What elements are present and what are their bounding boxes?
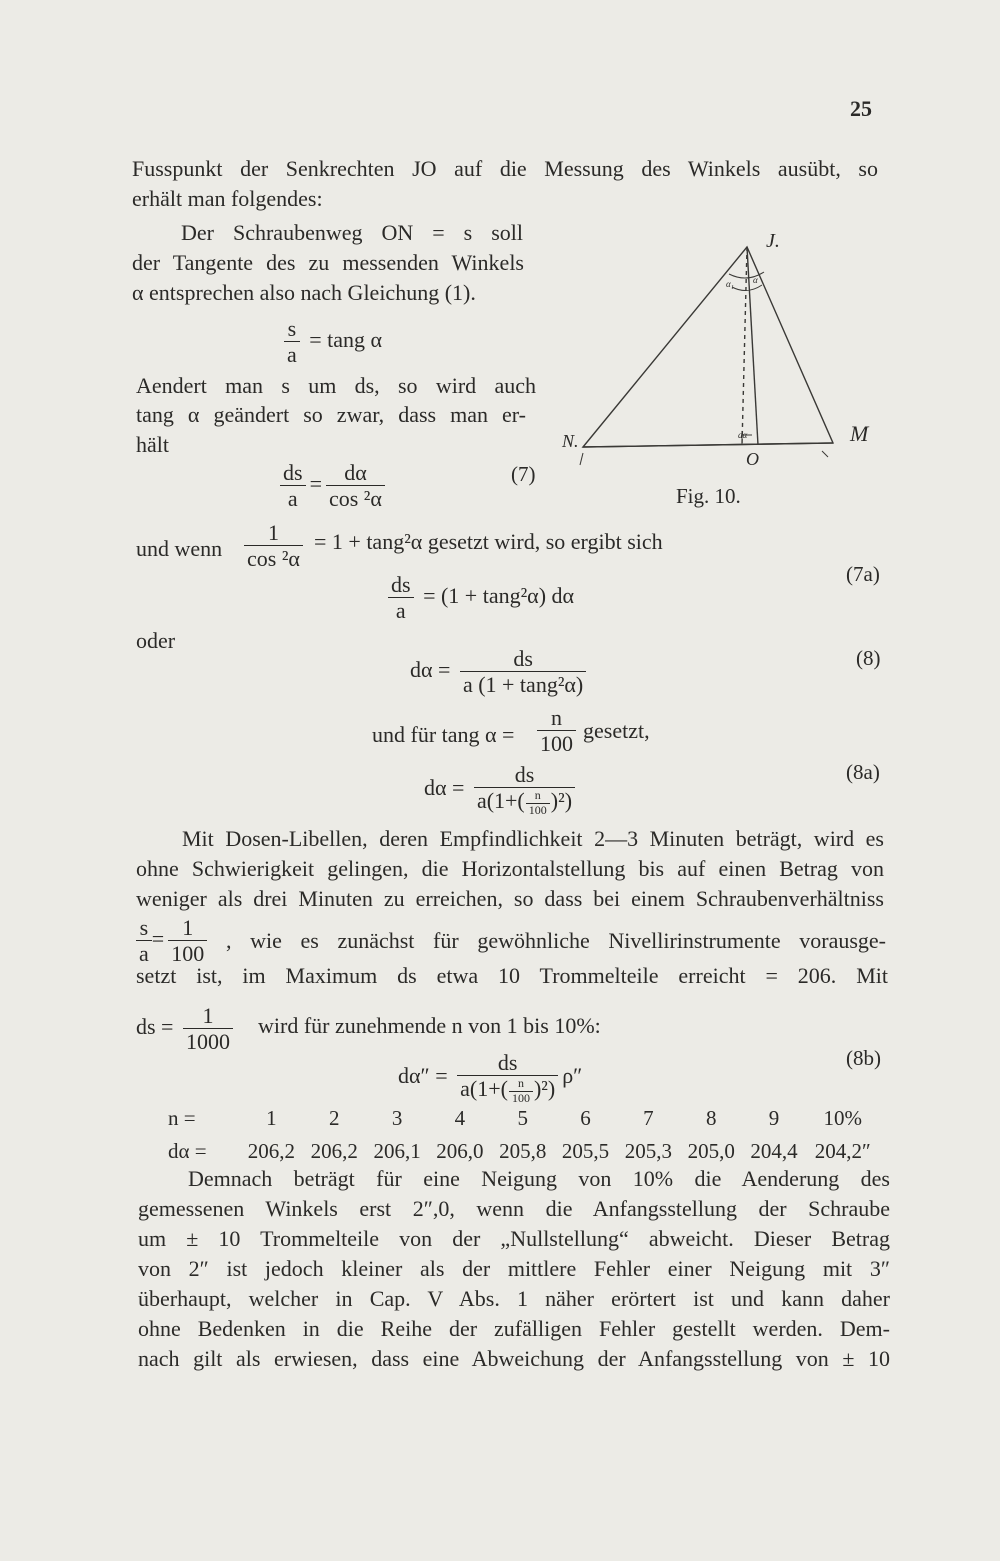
text-line: nach gilt als erwiesen, dass eine Abweichung der Anfangsstellung von ± 10 [138, 1346, 890, 1371]
table-cell: 6 [580, 1106, 591, 1130]
dashed-line [742, 247, 747, 445]
text-line: erhält man folgendes: [132, 186, 323, 211]
fraction-denominator: a [287, 486, 298, 512]
fraction-denominator: a [395, 598, 406, 624]
table-cell: 5 [517, 1106, 528, 1130]
fraction-numerator: ds [474, 762, 575, 788]
text-line: α entsprechen also nach Gleichung (1). [132, 280, 476, 305]
text-line: und wenn [136, 536, 223, 561]
inline-fraction [240, 520, 307, 572]
label-J: J. [766, 230, 780, 252]
tick-mark [580, 453, 583, 465]
table-cell: 204,2″ [814, 1139, 871, 1163]
denominator-part: )²) [533, 1076, 556, 1102]
equation-lhs: dα″ = [398, 1062, 448, 1088]
table-cell: 1 [266, 1106, 277, 1130]
fraction-numerator: n [509, 1077, 533, 1092]
inline-fraction [136, 915, 211, 967]
table-cell: 206,1 [373, 1139, 421, 1163]
row-label: n = [168, 1106, 196, 1130]
text-line: Mit Dosen-Libellen, deren Empfindlichkeit 2—3 Minuten beträgt, wird es [182, 826, 884, 851]
equation-7a [384, 572, 574, 624]
triangle-outline [583, 247, 833, 447]
fraction-denominator: a (1 + tang²α) [462, 672, 584, 698]
fraction-numerator: ds [460, 646, 586, 672]
text-line: der Tangente des zu messenden Winkels [132, 250, 524, 275]
text-line: überhaupt, welcher in Cap. V Abs. 1 näher erörtert ist und kann daher [138, 1286, 890, 1311]
fraction-numerator: s [136, 915, 152, 941]
tick-mark [822, 451, 828, 457]
text-line: weniger als drei Minuten zu erreichen, so dass bei einem Schraubenverhältniss [136, 886, 884, 911]
inline-fraction [533, 705, 580, 757]
fraction-denominator: 1000 [185, 1029, 230, 1055]
denominator-part: a(1+( [460, 1076, 508, 1102]
text-line: Der Schraubenweg ON = s soll [181, 220, 523, 245]
fraction-denominator: 100 [540, 731, 573, 757]
angle-arc [732, 285, 762, 291]
fraction-denominator: cos ²α [328, 486, 382, 512]
fraction-numerator: n [526, 789, 550, 804]
label-alpha-left: α₁ [726, 279, 734, 289]
fraction-numerator: 1 [168, 915, 207, 941]
fraction-numerator: ds [280, 460, 306, 486]
table-cell: 9 [768, 1106, 780, 1130]
equation-number: (8b) [846, 1046, 881, 1070]
text-line: = 1 + tang²α gesetzt wird, so ergibt sich [314, 529, 663, 554]
equals-sign: = [309, 470, 322, 496]
table-cell: 205,8 [499, 1139, 547, 1163]
denominator-part: a(1+( [476, 788, 525, 814]
label-M: M [850, 421, 869, 446]
text-line: Aendert man s um ds, so wird auch [136, 373, 536, 398]
equation-lhs: dα = [410, 656, 451, 682]
rho-symbol: ρ″ [562, 1062, 583, 1088]
text-line: tang α geändert so zwar, dass man er- [136, 402, 526, 427]
fraction-numerator: n [537, 705, 576, 731]
text-line: ohne Bedenken in die Reihe der zufälligen Fehler gestellt werden. Dem- [138, 1316, 890, 1341]
row-label: dα = [168, 1139, 207, 1163]
table-cell: 204,4 [750, 1139, 798, 1163]
equation-8a [424, 762, 579, 818]
fraction-numerator: 1 [244, 520, 303, 546]
table-cell: 205,3 [624, 1139, 672, 1163]
label-d-alpha: dα [738, 430, 748, 440]
equation-7 [276, 460, 389, 512]
table-cell: 3 [391, 1106, 403, 1130]
equation-rhs: = (1 + tang²α) dα [423, 582, 575, 608]
table-cell: 2 [328, 1106, 340, 1130]
text-line: ohne Schwierigkeit gelingen, die Horizontalstellung bis auf einen Betrag von [136, 856, 884, 881]
fraction-numerator: 1 [183, 1003, 233, 1029]
text-line: wird für zunehmende n von 1 bis 10%: [258, 1013, 601, 1038]
figure-caption: Fig. 10. [676, 484, 741, 508]
table-cell: 206,2 [247, 1139, 296, 1163]
inline-fraction [136, 1003, 237, 1055]
label-O: O [746, 449, 759, 469]
equation-lhs: ds = [136, 1013, 174, 1039]
text-line: und für tang α = [372, 722, 515, 747]
table-cell: 206,2 [310, 1139, 358, 1163]
table-cell: 4 [454, 1106, 466, 1130]
table-row [168, 1106, 880, 1131]
equation-rhs: = tang α [309, 326, 383, 352]
table-cell: 8 [705, 1106, 717, 1130]
equation-number: (8a) [846, 760, 880, 784]
text-line: hält [136, 432, 169, 457]
equation-8 [410, 646, 590, 698]
equation-lhs: dα = [424, 774, 465, 800]
table-cell: 205,0 [687, 1139, 735, 1163]
table-cell: 205,5 [561, 1139, 610, 1163]
base-line-NM [583, 443, 833, 447]
equals-sign: = [151, 925, 165, 951]
fraction-numerator: ds [388, 572, 414, 598]
fraction-denominator: a [287, 342, 297, 368]
equation-1 [280, 316, 382, 368]
fraction-denominator: 100 [511, 1090, 530, 1105]
text-line: um ± 10 Trommelteile von der „Nullstellung“ abweicht. Dieser Betrag [138, 1226, 890, 1251]
text-line: oder [136, 628, 176, 653]
table-row [168, 1131, 880, 1164]
fraction-denominator: 100 [528, 802, 547, 817]
figure-10-triangle [548, 225, 888, 515]
fraction-numerator: s [284, 316, 300, 342]
equation-8b [398, 1050, 582, 1106]
label-N: N. [562, 431, 579, 451]
equation-number: (7a) [846, 562, 880, 586]
table-cell: 10% [823, 1106, 862, 1130]
text-line: setzt ist, im Maximum ds etwa 10 Trommelteile erreicht = 206. Mit [136, 963, 888, 988]
denominator-part: )²) [550, 788, 573, 814]
text-line: , wie es zunächst für gewöhnliche Nivellirinstrumente vorausge- [226, 928, 886, 953]
label-alpha-right: α [753, 275, 758, 285]
text-line: gemessenen Winkels erst 2″,0, wenn die Anfangsstellung der Schraube [138, 1196, 890, 1221]
table-cell: 7 [643, 1106, 654, 1130]
equation-number: (7) [511, 462, 536, 486]
table-cell: 206,0 [436, 1139, 484, 1163]
fraction-denominator: a [139, 941, 149, 967]
text-line: Fusspunkt der Senkrechten JO auf die Messung des Winkels ausübt, so [132, 156, 878, 181]
values-table [168, 1106, 880, 1164]
page-number: 25 [850, 96, 872, 121]
fraction-denominator: cos ²α [247, 546, 300, 572]
equation-number: (8) [856, 646, 881, 670]
text-line: von 2″ ist jedoch kleiner als der mittlere Fehler einer Neigung mit 3″ [138, 1256, 890, 1281]
fraction-denominator: 100 [171, 941, 205, 967]
fraction-numerator: dα [326, 460, 385, 486]
text-line: Demnach beträgt für eine Neigung von 10% die Aenderung des [188, 1166, 890, 1191]
text-line: gesetzt, [583, 718, 650, 743]
fraction-numerator: ds [457, 1050, 558, 1076]
